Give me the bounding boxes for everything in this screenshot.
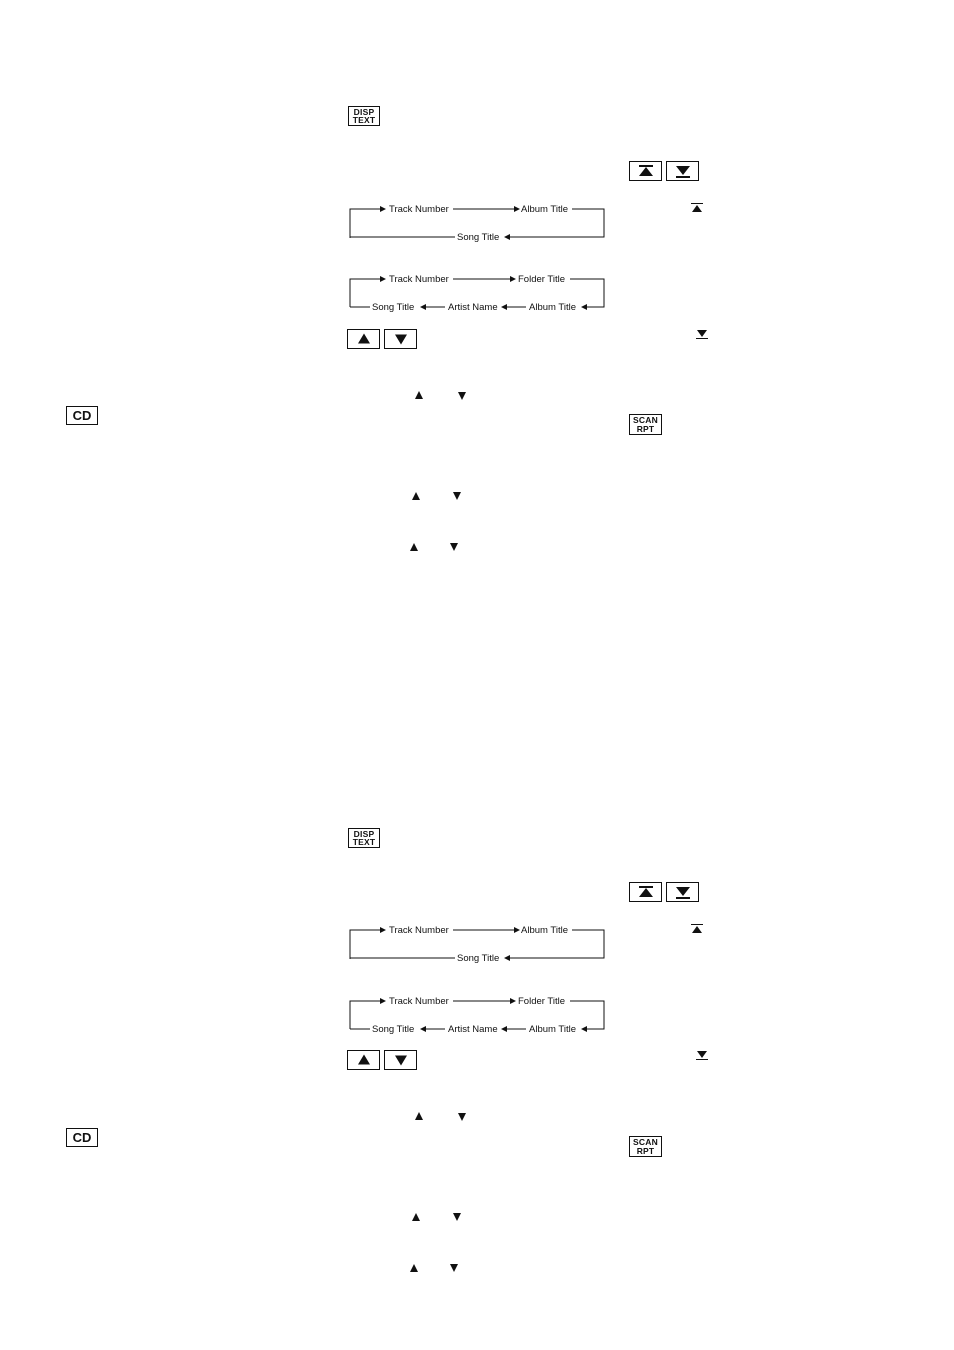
- flow-cd-album-title: Album Title: [521, 925, 568, 936]
- seek-down-icon: [696, 330, 708, 341]
- flow-mp3-folder-title: Folder Title: [518, 996, 565, 1007]
- up-arrow-icon: [410, 1264, 418, 1272]
- rpt-label: RPT: [636, 423, 655, 434]
- down-key-icon: [384, 1050, 417, 1070]
- scan-rpt-key-icon: [629, 414, 662, 435]
- flow-mp3-artist-name: Artist Name: [448, 302, 498, 313]
- display-flow-cd: [345, 198, 610, 244]
- flow-mp3-artist-name: Artist Name: [448, 1024, 498, 1035]
- flow-mp3-album-title: Album Title: [529, 1024, 576, 1035]
- down-key-icon: [384, 329, 417, 349]
- display-flow-mp3: [345, 990, 610, 1036]
- up-arrow-icon: [415, 391, 423, 399]
- flow-mp3-folder-title: Folder Title: [518, 274, 565, 285]
- disp-text-key-icon: [348, 106, 380, 126]
- text-label: TEXT: [352, 837, 376, 847]
- seek-up-icon: [691, 203, 703, 214]
- down-arrow-icon: [450, 543, 458, 551]
- text-label: TEXT: [352, 115, 376, 125]
- flow-cd-song-title: Song Title: [457, 232, 500, 243]
- flow-cd-track-number: Track Number: [389, 925, 449, 936]
- scan-label: SCAN: [633, 415, 658, 425]
- down-arrow-icon: [453, 492, 461, 500]
- scan-label: SCAN: [633, 1137, 658, 1147]
- up-key-icon: [347, 329, 380, 349]
- flow-mp3-song-title: Song Title: [372, 1024, 415, 1035]
- seek-down-key-icon: [666, 161, 699, 181]
- rpt-label: RPT: [636, 1145, 655, 1156]
- up-arrow-icon: [415, 1112, 423, 1120]
- seek-up-icon: [691, 924, 703, 935]
- down-arrow-icon: [458, 1113, 466, 1121]
- up-arrow-icon: [410, 543, 418, 551]
- cd-key-icon: [66, 1128, 98, 1147]
- seek-down-key-icon: [666, 882, 699, 902]
- disp-text-key-icon: [348, 828, 380, 848]
- flow-mp3-album-title: Album Title: [529, 302, 576, 313]
- flow-cd-album-title: Album Title: [521, 204, 568, 215]
- cd-key-icon: [66, 406, 98, 425]
- seek-up-key-icon: [629, 161, 662, 181]
- up-arrow-icon: [412, 1213, 420, 1221]
- cd-label: CD: [72, 408, 92, 423]
- down-arrow-icon: [450, 1264, 458, 1272]
- display-flow-mp3: [345, 268, 610, 314]
- up-key-icon: [347, 1050, 380, 1070]
- scan-rpt-key-icon: [629, 1136, 662, 1157]
- flow-mp3-track-number: Track Number: [389, 996, 449, 1007]
- cd-label: CD: [72, 1130, 92, 1145]
- up-arrow-icon: [412, 492, 420, 500]
- disp-label: DISP: [353, 828, 375, 839]
- down-arrow-icon: [458, 392, 466, 400]
- disp-label: DISP: [353, 106, 375, 117]
- seek-down-icon: [696, 1051, 708, 1062]
- seek-up-key-icon: [629, 882, 662, 902]
- flow-cd-song-title: Song Title: [457, 953, 500, 964]
- display-flow-cd: [345, 919, 610, 965]
- flow-mp3-song-title: Song Title: [372, 302, 415, 313]
- flow-mp3-track-number: Track Number: [389, 274, 449, 285]
- down-arrow-icon: [453, 1213, 461, 1221]
- flow-cd-track-number: Track Number: [389, 204, 449, 215]
